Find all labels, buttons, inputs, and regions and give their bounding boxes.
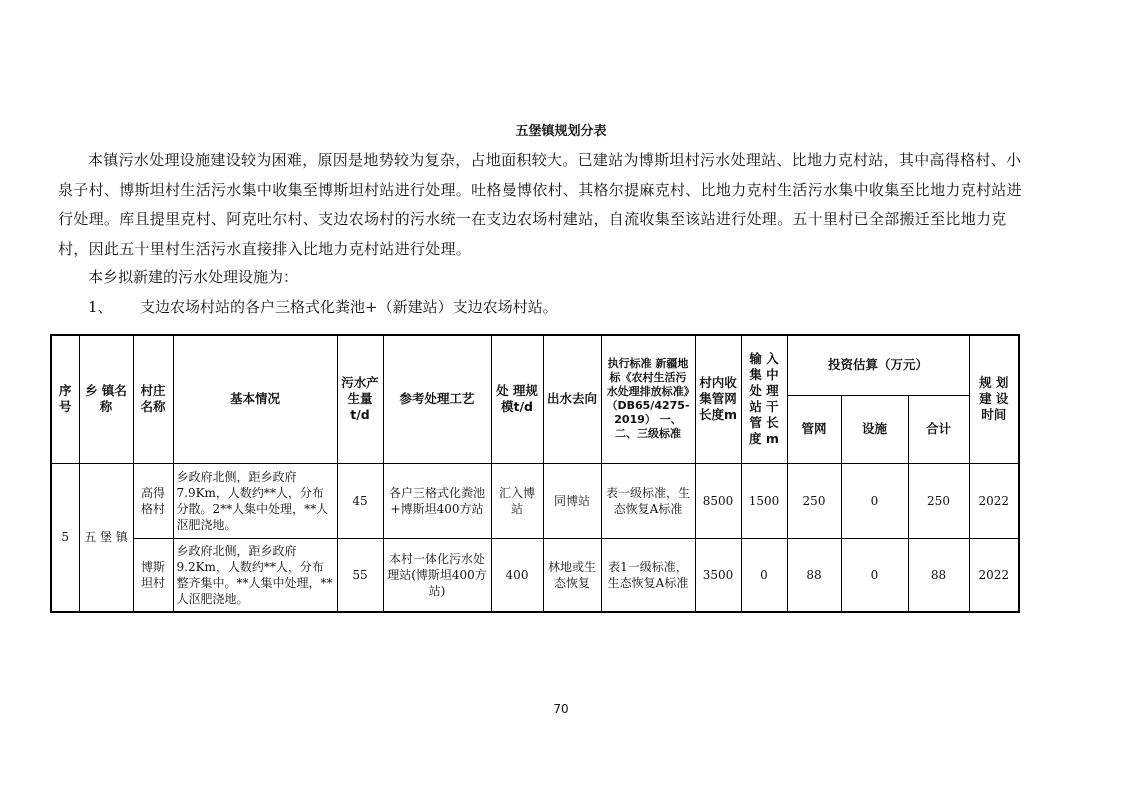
cell-process: 各户三格式化粪池+博斯坦400方站: [383, 463, 491, 538]
header-standard: 执行标准 新疆地标《农村生活污水处理排放标准》（DB65/4275-2019） 一、二、三级标准: [601, 335, 695, 463]
cell-basic-info: 乡政府北侧，距乡政府9.2Km，人数约**人，分布整齐集中。**人集中处理，**人沤肥浇地。: [173, 538, 337, 612]
planning-table: [50, 334, 1020, 613]
cell-inv-total: 88: [908, 538, 969, 612]
table-row: [51, 463, 1019, 538]
header-pipe-length: 村内收集管网长度m: [695, 335, 741, 463]
cell-inv-facility: 0: [841, 463, 908, 538]
cell-township: 五 堡 镇: [79, 463, 133, 612]
cell-scale: 400: [491, 538, 543, 612]
header-basic-info: 基本情况: [173, 335, 337, 463]
cell-pipe-length: 8500: [695, 463, 741, 538]
cell-inv-pipe: 250: [787, 463, 841, 538]
cell-basic-info: 乡政府北侧，距乡政府7.9Km，人数约**人，分布分散。2**人集中处理，**人沤肥浇地。: [173, 463, 337, 538]
cell-process: 本村一体化污水处理站(博斯坦400方站): [383, 538, 491, 612]
header-outlet: 出水去向: [543, 335, 601, 463]
table-row: [51, 538, 1019, 612]
page-number: 70: [553, 702, 569, 716]
cell-inv-facility: 0: [841, 538, 908, 612]
cell-seq: 5: [51, 463, 79, 612]
header-sewage-volume: 污水产生量 t/d: [337, 335, 383, 463]
header-trunk-length: 输 入 集 中 处 理 站 干 管 长 度 m: [741, 335, 787, 463]
header-scale: 处 理规 模t/d: [491, 335, 543, 463]
cell-inv-pipe: 88: [787, 538, 841, 612]
header-process: 参考处理工艺: [383, 335, 491, 463]
header-year: 规 划 建 设 时间: [969, 335, 1019, 463]
cell-standard: 表一级标准，生态恢复A标准: [601, 463, 695, 538]
facility-item-line: [88, 296, 558, 317]
header-village: 村庄名称: [133, 335, 173, 463]
cell-sewage-volume: 45: [337, 463, 383, 538]
header-seq: 序号: [51, 335, 79, 463]
intro-paragraph-text: 本镇污水处理设施建设较为困难，原因是地势较为复杂，占地面积较大。已建站为博斯坦村污水处理站、比地力克村站，其中高得格村、小泉子村、博斯坦村生活污水集中收集至博斯坦村站进行处理。吐格曼博依村、其格尔提麻克村、比地力克村生活污水集中收集至比地力克村站进行处理。库且提里克村、阿克吐尔村、支边农场村的污水统一在支边农场村建站，自流收集至该站进行处理。五十里村已全部搬迁至比地力克村，因此五十里村生活污水直接排入比地力克村站进行处理。: [58, 151, 1022, 258]
facility-item-text: 支边农场村站的各户三格式化粪池+（新建站）支边农场村站。: [140, 298, 558, 316]
cell-sewage-volume: 55: [337, 538, 383, 612]
header-inv-pipe: 管网: [787, 395, 841, 463]
cell-scale: 汇入博站: [491, 463, 543, 538]
cell-village: 博斯坦村: [133, 538, 173, 612]
header-township: 乡 镇名称: [79, 335, 133, 463]
cell-standard: 表1一级标准，生态恢复A标准: [601, 538, 695, 612]
cell-outlet: 林地或生态恢复: [543, 538, 601, 612]
facility-item-number: 1、: [88, 298, 113, 316]
cell-year: 2022: [969, 538, 1019, 612]
cell-trunk-length: 0: [741, 538, 787, 612]
header-inv-facility: 设施: [841, 395, 908, 463]
section-title: 五堡镇规划分表: [515, 124, 607, 139]
header-investment: 投资估算（万元）: [787, 335, 969, 395]
header-inv-total: 合计: [908, 395, 969, 463]
cell-pipe-length: 3500: [695, 538, 741, 612]
cell-year: 2022: [969, 463, 1019, 538]
facility-intro-line: 本乡拟新建的污水处理设施为：: [88, 268, 299, 286]
cell-outlet: 同博站: [543, 463, 601, 538]
cell-inv-total: 250: [908, 463, 969, 538]
cell-village: 高得格村: [133, 463, 173, 538]
intro-paragraph: [58, 146, 1033, 264]
cell-trunk-length: 1500: [741, 463, 787, 538]
